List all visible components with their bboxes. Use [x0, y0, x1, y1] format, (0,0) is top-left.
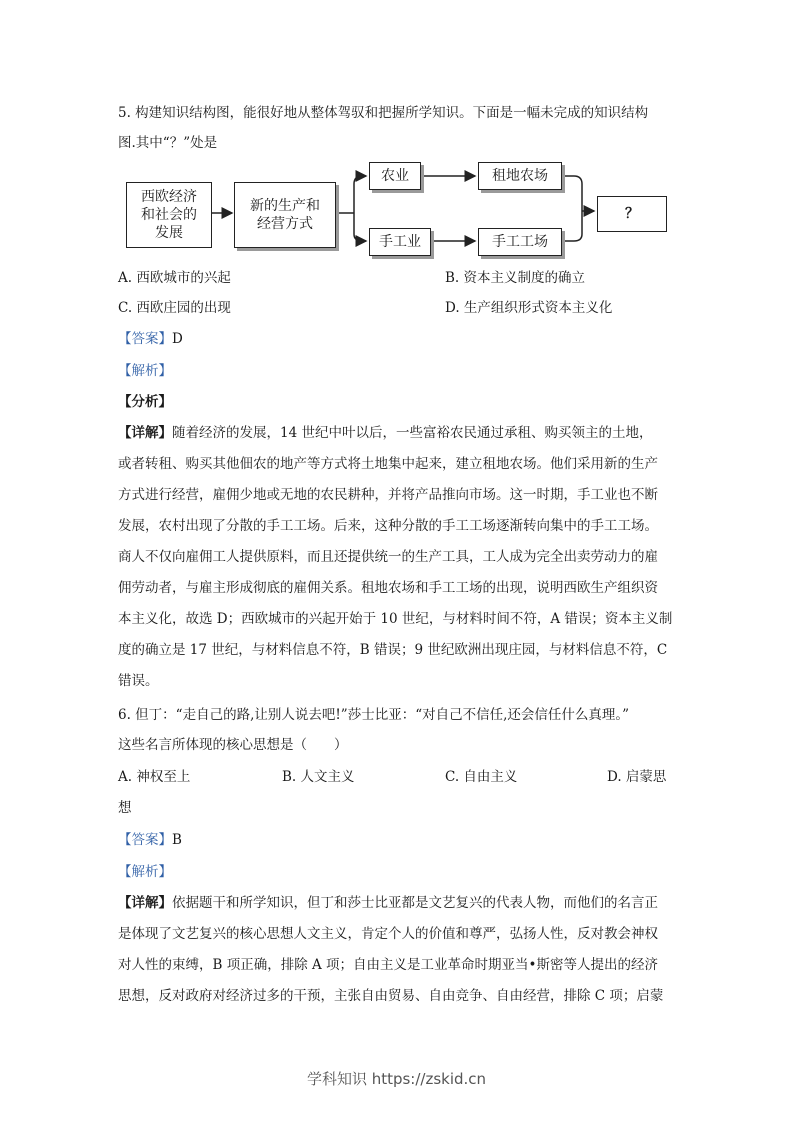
- q5-answer-value: D: [172, 331, 183, 347]
- q6-analysis-tag: 【解析】: [118, 864, 172, 880]
- box-question: [597, 196, 667, 232]
- q5-detail-line-9: 错误。: [118, 673, 159, 689]
- merge-bracket: [562, 176, 582, 241]
- q5-answer: [118, 329, 183, 349]
- footer-watermark: 学科知识 https://zskid.cn: [306, 1070, 487, 1088]
- q5-detail-line-6: 佣劳动者，与雇主形成彻底的雇佣关系。租地农场和手工工场的出现，说明西欧生产组织资: [118, 580, 658, 596]
- q6-answer-tag: 【答案】: [118, 832, 172, 848]
- box2-text-1: 新的生产和: [250, 198, 320, 214]
- box1-text-1: 西欧经济: [141, 189, 197, 205]
- q6-detail-tag: 【详解】: [118, 895, 172, 911]
- q5-detail-line-7: 本主义化，故选 D；西欧城市的兴起开始于 10 世纪，与材料时间不符，A 错误；资本主义制: [118, 611, 673, 627]
- q5-option-a: A. 西欧城市的兴起: [118, 270, 231, 286]
- box-question-text: ？: [625, 206, 639, 222]
- box-tenant-farm: [478, 162, 562, 190]
- box-agriculture-text: 农业: [381, 168, 409, 184]
- box-workshop-text: 手工工场: [492, 234, 548, 250]
- q5-detail-line-3: 方式进行经营，雇佣少地或无地的农民耕种，并将产品推向市场。这一时期，手工业也不断: [118, 487, 658, 503]
- q5-option-b: B. 资本主义制度的确立: [445, 270, 586, 286]
- q6-detail-line-3: 对人性的束缚，B 项正确，排除 A 项；自由主义是工业革命时期亚当•斯密等人提出的经济: [118, 957, 659, 973]
- q6-option-b: B. 人文主义: [282, 769, 355, 785]
- box-handicraft: [369, 228, 431, 256]
- q5-detail-tag: 【详解】: [118, 425, 172, 441]
- q5-analysis-tag: 【解析】: [118, 363, 172, 379]
- q5-detail-line-5: 商人不仅向雇佣工人提供原料，而且还提供统一的生产工具，工人成为完全出卖劳动力的雇: [118, 549, 658, 565]
- q6-answer: [118, 830, 182, 850]
- q6-detail-line-4: 思想，反对政府对经济过多的干预，主张自由贸易、自由竞争、自由经营，排除 C 项；启蒙: [118, 988, 664, 1004]
- box-workshop: [478, 228, 562, 256]
- box-western-europe-development: [126, 182, 212, 248]
- q5-detail-line-8: 度的确立是 17 世纪，与材料信息不符，B 错误；9 世纪欧洲出现庄园，与材料信息不符，C: [118, 642, 668, 658]
- q6-option-a: A. 神权至上: [118, 769, 191, 785]
- q5-option-c: C. 西欧庄园的出现: [118, 300, 231, 316]
- q6-stem-line-1: 6. 但丁：“走自己的路,让别人说去吧!”莎士比亚：“对自己不信任,还会信任什么真理。”: [118, 707, 630, 723]
- q6-answer-value: B: [172, 832, 182, 848]
- q5-stem-line-1: 5. 构建知识结构图，能很好地从整体驾驭和把握所学知识。下面是一幅未完成的知识结构: [118, 105, 649, 121]
- q6-option-d: D. 启蒙思: [607, 769, 667, 785]
- box1-text-2: 和社会的: [141, 207, 197, 223]
- q6-option-d-wrap: 想: [118, 800, 132, 816]
- box2-text-2: 经营方式: [257, 216, 313, 232]
- q6-stem-line-2: 这些名言所体现的核心思想是（ ）: [118, 737, 348, 753]
- q6-detail-line-1: [118, 893, 658, 913]
- branch-bracket: [354, 176, 362, 241]
- q5-detail-line-2: 或者转租、购买其他佃农的地产等方式将土地集中起来，建立租地农场。他们采用新的生产: [118, 456, 658, 472]
- q5-fenxi-tag: 【分析】: [118, 394, 172, 410]
- box-handicraft-text: 手工业: [379, 234, 421, 250]
- box-new-production-mode: [234, 182, 336, 248]
- q5-stem-line-2: 图.其中“？”处是: [118, 135, 218, 151]
- q6-detail-text-1: 依据题干和所学知识，但丁和莎士比亚都是文艺复兴的代表人物，而他们的名言正: [172, 895, 658, 911]
- q5-detail-text-1: 随着经济的发展，14 世纪中叶以后，一些富裕农民通过承租、购买领主的土地，: [172, 425, 653, 441]
- q5-option-d: D. 生产组织形式资本主义化: [445, 300, 613, 316]
- knowledge-diagram-connectors: [0, 0, 793, 260]
- box-agriculture: [369, 162, 421, 190]
- box-tenant-farm-text: 租地农场: [492, 168, 548, 184]
- box1-text-3: 发展: [155, 225, 183, 241]
- q5-answer-tag: 【答案】: [118, 331, 172, 347]
- q6-detail-line-2: 是体现了文艺复兴的核心思想人文主义，肯定个人的价值和尊严，弘扬人性，反对教会神权: [118, 926, 658, 942]
- q5-detail-line-4: 发展，农村出现了分散的手工工场。后来，这种分散的手工工场逐渐转向集中的手工工场。: [118, 518, 658, 534]
- q5-detail-line-1: [118, 423, 652, 443]
- q6-option-c: C. 自由主义: [445, 769, 518, 785]
